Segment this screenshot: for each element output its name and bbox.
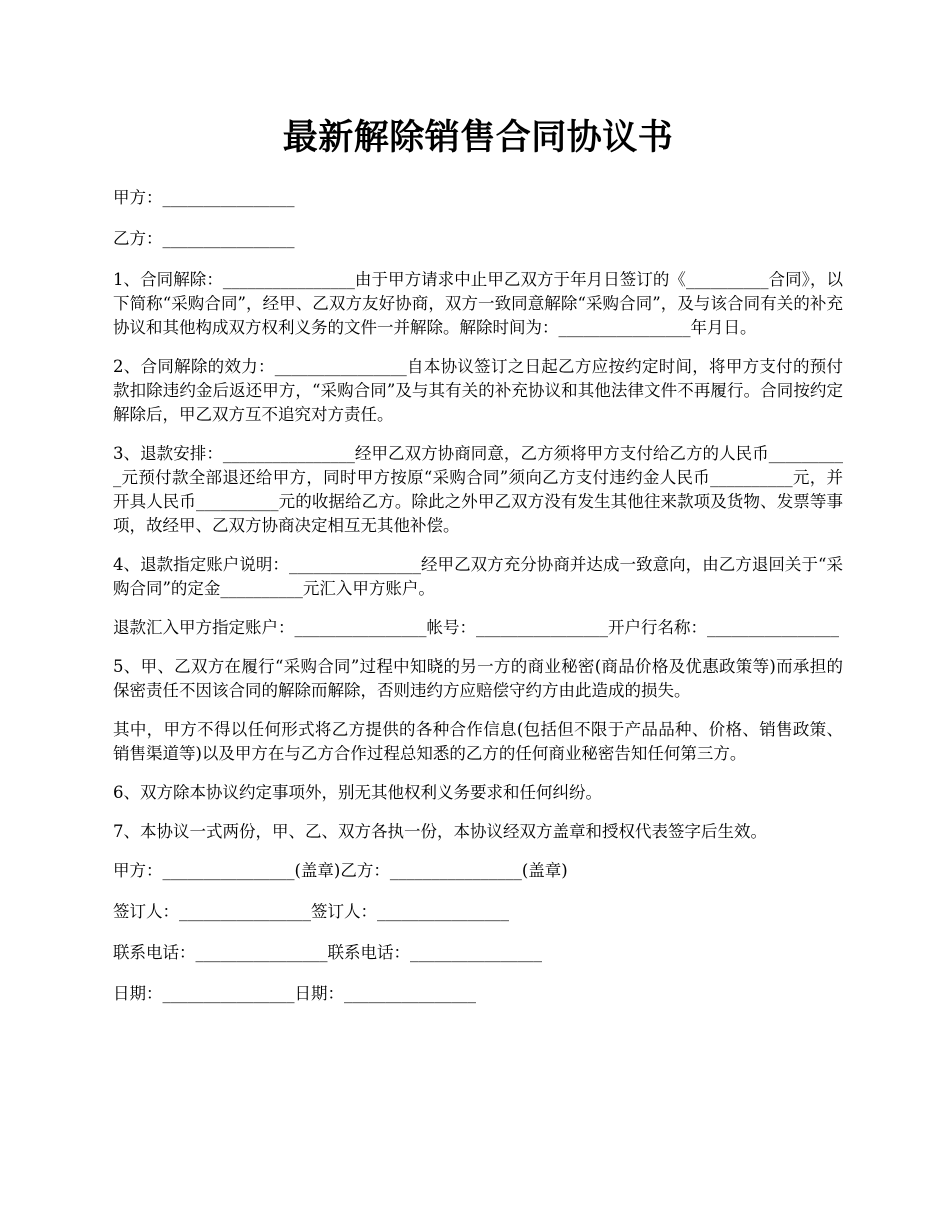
signature-seal-line: 甲方：________________(盖章)乙方：________________(盖章) <box>113 861 568 880</box>
clause-7-copies-and-effect: 7、本协议一式两份，甲、乙、双方各执一份，本协议经双方盖章和授权代表签字后生效。 <box>113 822 767 841</box>
clause-5-confidentiality: 5、甲、乙双方在履行“采购合同”过程中知晓的另一方的商业秘密(商品价格及优惠政策等)而承担的保密责任不因该合同的解除而解除，否则违约方应赔偿守约方由此造成的损失。 <box>113 657 843 700</box>
clause-3-refund-arrangement: 3、退款安排：________________经甲乙双方协商同意，乙方须将甲方支付给乙方的人民币__________元预付款全部退还给甲方，同时甲方按原“采购合同”须向乙方支付违约金人民币__________元，并开具人民币__________元的收据给乙方。除此之外甲乙双方没有发生其他往来款项及货物、发票等事项，故经甲、乙双方协商决定相互无其他补偿。 <box>113 444 843 535</box>
date-line: 日期：________________日期：________________ <box>113 984 476 1003</box>
clause-6-no-other-claims: 6、双方除本协议约定事项外，别无其他权利义务要求和任何纠纷。 <box>113 783 602 802</box>
document-title: 最新解除销售合同协议书 <box>282 117 674 158</box>
document-page <box>113 108 843 1023</box>
party-b-line: 乙方：________________ <box>113 229 295 248</box>
clause-4-refund-account: 4、退款指定账户说明：________________经甲乙双方充分协商并达成一致意向，由乙方退回关于“采购合同”的定金__________元汇入甲方账户。 <box>113 555 843 598</box>
signatory-line: 签订人：________________签订人：________________ <box>113 902 509 921</box>
refund-account-details: 退款汇入甲方指定账户：________________帐号：________________开户行名称：________________ <box>113 618 839 637</box>
clause-2-termination-effect: 2、合同解除的效力：________________自本协议签订之日起乙方应按约定时间，将甲方支付的预付款扣除违约金后返还甲方，“采购合同”及与其有关的补充协议和其他法律文件不再履行。合同按约定解除后，甲乙双方互不追究对方责任。 <box>113 357 843 424</box>
party-a-line: 甲方：________________ <box>113 188 295 207</box>
clause-1-contract-termination: 1、合同解除：________________由于甲方请求中止甲乙双方于年月日签订的《__________合同》，以下简称“采购合同”，经甲、乙双方友好协商，双方一致同意解除“采购合同”，及与该合同有关的补充协议和其他构成双方权利义务的文件一并解除。解除时间为：________________年月日。 <box>113 270 843 337</box>
confidentiality-detail: 其中，甲方不得以任何形式将乙方提供的各种合作信息(包括但不限于产品品种、价格、销售政策、销售渠道等)以及甲方在与乙方合作过程总知悉的乙方的任何商业秘密告知任何第三方。 <box>113 720 843 763</box>
phone-line: 联系电话：________________联系电话：________________ <box>113 943 542 962</box>
